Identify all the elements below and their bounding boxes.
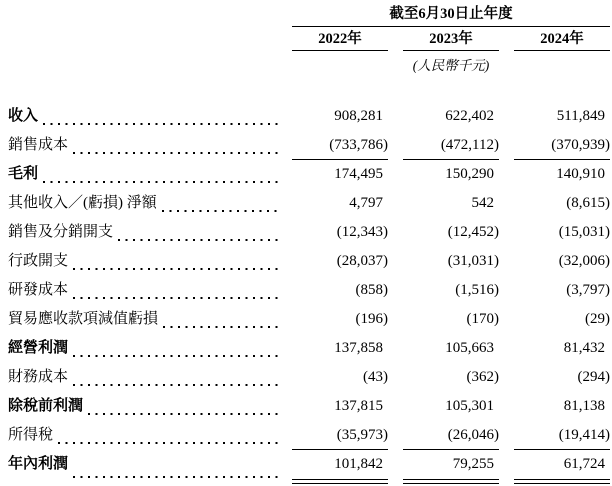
row-label: 毛利: [8, 166, 39, 182]
value-2023: 105,663: [445, 340, 494, 356]
value-2024: 81,138: [563, 398, 605, 414]
value-cell-2022: [292, 421, 388, 450]
value-2024: 81,432: [563, 340, 605, 356]
value-cell-2022: [292, 218, 388, 247]
row-label-cell: [8, 102, 280, 131]
table-row: [8, 276, 610, 305]
value-cell-2022: [292, 363, 388, 392]
dot-leader: [88, 413, 278, 415]
value-2024: (8,615): [566, 195, 610, 211]
value-2023: 542: [471, 195, 494, 211]
row-label-cell: [8, 218, 280, 247]
value-cell-2024: [514, 276, 610, 305]
value-cell-2022: [292, 189, 388, 218]
value-cell-2023: [403, 421, 499, 450]
value-cell-2023: [403, 160, 499, 189]
value-cell-2022: [292, 131, 388, 160]
table-row: [8, 102, 610, 131]
row-label-cell: [8, 305, 280, 334]
dot-leader: [73, 355, 278, 357]
value-cell-2023: [403, 189, 499, 218]
row-label: 銷售成本: [8, 137, 69, 153]
value-2022: (196): [355, 311, 388, 327]
table-row: [8, 247, 610, 276]
row-label-cell: [8, 450, 280, 484]
value-cell-2024: [514, 305, 610, 334]
row-label-cell: [8, 334, 280, 363]
value-2024: (29): [585, 311, 610, 327]
table-row: [8, 305, 610, 334]
row-label: 行政開支: [8, 253, 69, 269]
value-cell-2023: [403, 450, 499, 484]
year-headers-row: [292, 29, 610, 51]
value-2023: (26,046): [447, 427, 499, 443]
row-label: 研發成本: [8, 282, 69, 298]
dot-leader: [58, 442, 278, 444]
row-label-cell: [8, 160, 280, 189]
row-label-cell: [8, 131, 280, 160]
value-2022: 137,815: [334, 398, 383, 414]
dot-leader: [43, 181, 278, 183]
row-label: 財務成本: [8, 369, 69, 385]
income-statement-table: [8, 5, 610, 484]
value-2024: (294): [577, 369, 610, 385]
year-column-header-2023: 2023年: [403, 29, 499, 51]
value-cell-2022: [292, 276, 388, 305]
table-row: [8, 189, 610, 218]
row-label: 其他收入／(虧損) 淨額: [8, 195, 157, 211]
year-column-header-2022: 2022年: [292, 29, 388, 51]
value-2024: (370,939): [551, 137, 610, 153]
dot-leader: [118, 239, 278, 241]
value-cell-2023: [403, 102, 499, 131]
value-2024: 140,910: [556, 166, 605, 182]
year-column-header-2024: 2024年: [514, 29, 610, 51]
value-cell-2022: [292, 305, 388, 334]
row-label-cell: [8, 247, 280, 276]
value-cell-2024: [514, 102, 610, 131]
row-label: 經營利潤: [8, 340, 69, 356]
value-cell-2024: [514, 450, 610, 484]
value-cell-2023: [403, 218, 499, 247]
row-label-cell: [8, 392, 280, 421]
value-cell-2024: [514, 218, 610, 247]
table-row: [8, 450, 610, 484]
header-left-spacer: [8, 5, 292, 74]
table-header: [8, 5, 610, 74]
value-cell-2023: [403, 392, 499, 421]
value-2023: (31,031): [447, 253, 499, 269]
dot-leader: [73, 297, 278, 299]
value-2022: 174,495: [334, 166, 383, 182]
value-cell-2023: [403, 305, 499, 334]
value-2022: (733,786): [329, 137, 388, 153]
value-2024: (32,006): [558, 253, 610, 269]
value-2022: 908,281: [334, 108, 383, 124]
value-2024: 511,849: [556, 108, 605, 124]
row-label: 年內利潤: [8, 456, 69, 472]
value-2024: 61,724: [563, 456, 605, 472]
value-2023: 622,402: [445, 108, 494, 124]
value-cell-2022: [292, 160, 388, 189]
value-2024: (3,797): [566, 282, 610, 298]
table-row: [8, 363, 610, 392]
value-2022: (43): [363, 369, 388, 385]
value-2024: (19,414): [558, 427, 610, 443]
value-cell-2024: [514, 334, 610, 363]
value-2023: 105,301: [445, 398, 494, 414]
value-cell-2023: [403, 247, 499, 276]
value-cell-2023: [403, 276, 499, 305]
value-2024: (15,031): [558, 224, 610, 240]
dot-leader: [43, 123, 278, 125]
dot-leader: [73, 384, 278, 386]
value-cell-2023: [403, 334, 499, 363]
value-cell-2024: [514, 160, 610, 189]
value-cell-2022: [292, 392, 388, 421]
value-cell-2024: [514, 392, 610, 421]
dot-leader: [73, 152, 278, 154]
currency-unit-note: (人民幣千元): [412, 58, 490, 73]
value-2022: 137,858: [334, 340, 383, 356]
value-cell-2024: [514, 421, 610, 450]
row-label: 貿易應收款項減值虧損: [8, 311, 159, 327]
value-cell-2024: [514, 247, 610, 276]
dot-leader: [163, 326, 278, 328]
value-cell-2022: [292, 334, 388, 363]
value-cell-2024: [514, 363, 610, 392]
value-2023: (472,112): [440, 137, 499, 153]
table-row: [8, 131, 610, 160]
header-group-rule: [292, 26, 610, 27]
value-2022: (858): [355, 282, 388, 298]
table-body: [8, 102, 610, 484]
table-row: [8, 334, 610, 363]
value-2023: 150,290: [445, 166, 494, 182]
value-2022: (12,343): [336, 224, 388, 240]
table-row: [8, 421, 610, 450]
row-label: 銷售及分銷開支: [8, 224, 114, 240]
row-label-cell: [8, 363, 280, 392]
header-columns-group: [292, 5, 610, 74]
value-cell-2022: [292, 450, 388, 484]
row-label: 收入: [8, 108, 39, 124]
value-2023: (12,452): [447, 224, 499, 240]
value-2023: (1,516): [455, 282, 499, 298]
dot-leader: [162, 210, 278, 212]
value-2023: (170): [466, 311, 499, 327]
value-2023: (362): [466, 369, 499, 385]
value-cell-2023: [403, 363, 499, 392]
value-2022: 101,842: [334, 456, 383, 472]
value-2022: 4,797: [349, 195, 383, 211]
value-cell-2024: [514, 189, 610, 218]
table-row: [8, 392, 610, 421]
period-title: 截至6月30日止年度: [389, 6, 513, 22]
table-row: [8, 218, 610, 247]
value-2022: (35,973): [336, 427, 388, 443]
row-label: 所得稅: [8, 427, 54, 443]
value-cell-2024: [514, 131, 610, 160]
dot-leader: [73, 268, 278, 270]
table-row: [8, 160, 610, 189]
row-label-cell: [8, 276, 280, 305]
value-cell-2022: [292, 102, 388, 131]
dot-leader: [73, 476, 278, 478]
row-label: 除稅前利潤: [8, 398, 84, 414]
value-2023: 79,255: [452, 456, 494, 472]
row-label-cell: [8, 421, 280, 450]
value-2022: (28,037): [336, 253, 388, 269]
value-cell-2022: [292, 247, 388, 276]
row-label-cell: [8, 189, 280, 218]
value-cell-2023: [403, 131, 499, 160]
